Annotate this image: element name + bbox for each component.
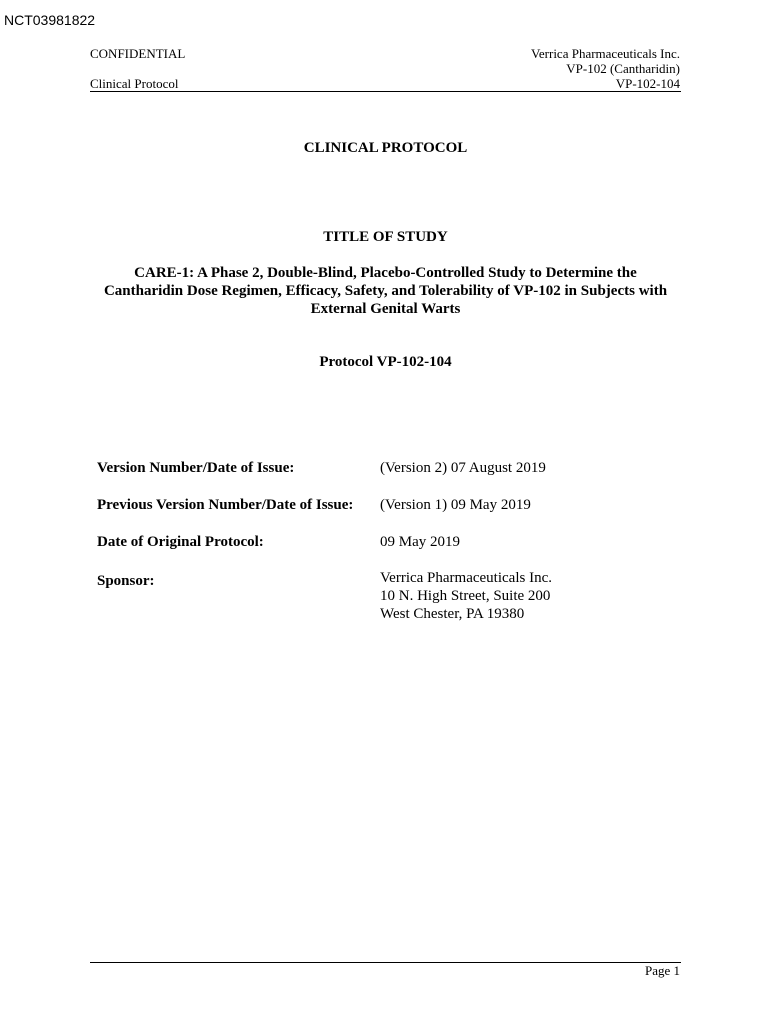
previous-version-value: (Version 1) 09 May 2019 bbox=[380, 497, 531, 513]
footer-divider bbox=[90, 962, 681, 963]
sponsor-city: West Chester, PA 19380 bbox=[380, 606, 525, 622]
original-protocol-label: Date of Original Protocol: bbox=[97, 534, 264, 550]
header-divider bbox=[90, 91, 681, 92]
study-title-line-1: CARE-1: A Phase 2, Double-Blind, Placebo-Controlled Study to Determine the bbox=[134, 265, 637, 281]
sponsor-label: Sponsor: bbox=[97, 573, 155, 589]
version-value: (Version 2) 07 August 2019 bbox=[380, 460, 546, 476]
header-protocol-code: VP-102-104 bbox=[615, 76, 680, 91]
version-label: Version Number/Date of Issue: bbox=[97, 460, 295, 476]
original-protocol-value: 09 May 2019 bbox=[380, 534, 460, 550]
protocol-number: Protocol VP-102-104 bbox=[319, 354, 452, 370]
study-title bbox=[90, 264, 681, 318]
sponsor-street: 10 N. High Street, Suite 200 bbox=[380, 588, 551, 604]
page-number: Page 1 bbox=[644, 963, 680, 978]
study-title-line-3: External Genital Warts bbox=[310, 301, 461, 317]
sponsor-address bbox=[380, 569, 552, 623]
header-product-name: VP-102 (Cantharidin) bbox=[566, 61, 680, 76]
header-sponsor-name: Verrica Pharmaceuticals Inc. bbox=[530, 46, 680, 61]
document-id: NCT03981822 bbox=[4, 12, 96, 28]
previous-version-label: Previous Version Number/Date of Issue: bbox=[97, 497, 354, 513]
header-sponsor-block bbox=[531, 46, 680, 91]
title-of-study-heading: TITLE OF STUDY bbox=[323, 229, 448, 245]
study-title-line-2: Cantharidin Dose Regimen, Efficacy, Safety, and Tolerability of VP-102 in Subjects with bbox=[103, 283, 668, 299]
sponsor-name: Verrica Pharmaceuticals Inc. bbox=[380, 570, 552, 586]
document-type-label: Clinical Protocol bbox=[90, 76, 179, 91]
confidential-label: CONFIDENTIAL bbox=[90, 46, 186, 61]
page-heading: CLINICAL PROTOCOL bbox=[303, 140, 468, 156]
